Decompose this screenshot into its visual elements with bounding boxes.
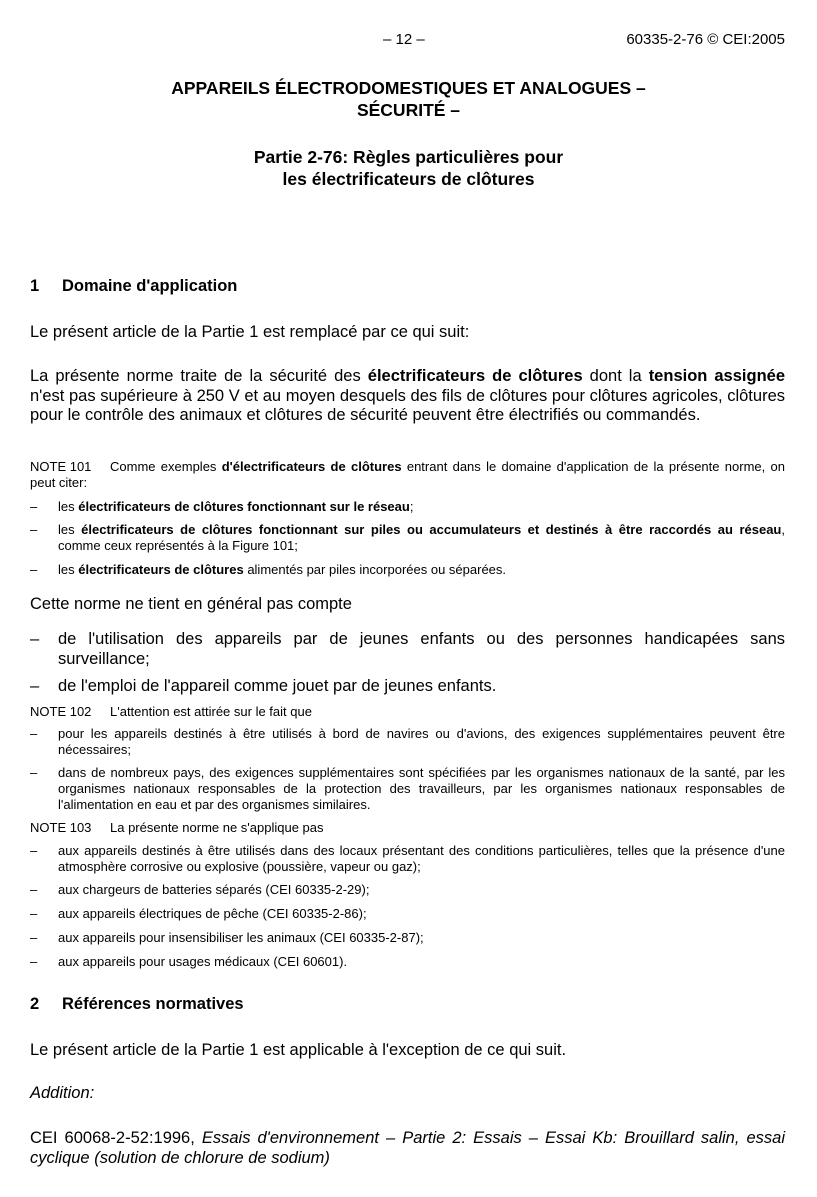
note-list-item [30, 930, 785, 946]
term-fence-energizers: électrificateurs de clôtures [367, 367, 583, 385]
exclusion-item [30, 630, 785, 669]
note-101 [30, 459, 785, 491]
dash-bullet: – [30, 630, 40, 648]
dash-bullet: – [30, 954, 38, 969]
dash-bullet: – [30, 499, 38, 514]
dash-bullet: – [30, 522, 38, 537]
note-list-item [30, 522, 785, 554]
part-title-line: Partie 2-76: Règles particulières pour [253, 147, 564, 167]
exclusion-item [30, 677, 785, 697]
dash-bullet: – [30, 843, 38, 858]
title-line: SÉCURITÉ – [356, 100, 461, 120]
dash-bullet: – [30, 677, 40, 695]
note-list-item [30, 954, 785, 970]
reference-code: CEI 60068-2-52:1996, [30, 1129, 202, 1147]
item-text: alimentés par piles incorporées ou séparées. [243, 562, 507, 577]
section-number: 2 [30, 995, 40, 1013]
item-text: aux appareils destinés à être utilisés dans des locaux présentant des conditions particulières, telles que la présence d'une atmosphère corrosive ou explosive (poussière, vapeur ou gaz); [58, 843, 785, 874]
item-text: de l'emploi de l'appareil comme jouet par de jeunes enfants. [58, 677, 497, 695]
item-text: les [58, 522, 82, 537]
note-list-item [30, 843, 785, 875]
note-text: La présente norme ne s'applique pas [110, 820, 324, 835]
item-text: ; [409, 499, 414, 514]
section-intro: Le présent article de la Partie 1 est applicable à l'exception de ce qui suit. [30, 1041, 567, 1059]
section-heading [30, 277, 237, 296]
item-text: de l'utilisation des appareils par de jeunes enfants ou des personnes handicapées sans surveillance; [58, 630, 785, 668]
section-heading [30, 995, 244, 1014]
dash-bullet: – [30, 906, 38, 921]
note-text: L'attention est attirée sur le fait que [110, 704, 312, 719]
section-intro: Le présent article de la Partie 1 est remplacé par ce qui suit: [30, 323, 470, 341]
item-text: les [58, 499, 79, 514]
normative-reference [30, 1129, 785, 1168]
dash-bullet: – [30, 562, 38, 577]
note-label: NOTE 101 [30, 459, 92, 474]
item-text: pour les appareils destinés à être utilisés à bord de navires ou d'avions, des exigences supplémentaires peuvent être nécessaires; [58, 726, 785, 757]
note-list-item [30, 882, 785, 898]
addition-label [30, 1084, 785, 1104]
dash-bullet: – [30, 930, 38, 945]
addition-text: Addition: [30, 1084, 95, 1102]
term-rated-voltage: tension assignée [648, 367, 786, 385]
item-text: aux appareils électriques de pêche (CEI 60335-2-86); [58, 906, 367, 921]
item-term: électrificateurs de clôtures fonctionnant sur piles ou accumulateurs et destinés à être raccordés au réseau [81, 522, 782, 537]
reference-title: Essais d'environnement – Partie 2: Essais – Essai Kb: Brouillard salin, essai cyclique (solution de chlorure de sodium) [30, 1129, 785, 1167]
scope-text: La présente norme traite de la sécurité des [30, 367, 368, 385]
part-title [0, 146, 817, 190]
item-text: les [58, 562, 79, 577]
section-title: Références normatives [62, 995, 244, 1013]
note-list-item [30, 726, 785, 758]
note-list-item [30, 765, 785, 813]
dash-bullet: – [30, 882, 38, 897]
note-list-item [30, 562, 785, 578]
document-reference: 60335-2-76 © CEI:2005 [626, 31, 785, 48]
page-number: – 12 – [383, 31, 425, 48]
item-text: , comme ceux représentés à la Figure 101; [58, 522, 786, 553]
scope-text: dont la [582, 367, 649, 385]
note-term: d'électrificateurs de clôtures [221, 459, 402, 474]
item-text: aux appareils pour usages médicaux (CEI 60601). [58, 954, 348, 969]
note-103 [30, 820, 785, 836]
scope-text: n'est pas supérieure à 250 V et au moyen desquels des fils de clôtures pour clôtures agricoles, clôtures pour le contrôle des animaux et clôtures de sécurité peuvent être électrifiés ou commandés. [30, 386, 785, 424]
scope-paragraph [30, 367, 785, 426]
note-label: NOTE 102 [30, 704, 92, 719]
note-list-item [30, 906, 785, 922]
exclusions-intro: Cette norme ne tient en général pas compte [30, 595, 352, 613]
note-102 [30, 704, 785, 720]
item-text: dans de nombreux pays, des exigences supplémentaires sont spécifiées par les organismes nationaux de la santé, par les organismes nationaux responsables de la protection des travailleurs, par les organismes nationaux responsables de l'alimentation en eau et par des organismes similaires. [58, 765, 785, 812]
title-line: APPAREILS ÉLECTRODOMESTIQUES ET ANALOGUES – [171, 78, 646, 98]
note-label: NOTE 103 [30, 820, 92, 835]
note-list-item [30, 499, 785, 515]
part-title-line: les électrificateurs de clôtures [282, 169, 535, 189]
dash-bullet: – [30, 765, 38, 780]
note-text: entrant dans le domaine d'application de la présente norme, on peut citer: [30, 459, 785, 490]
standard-title [0, 77, 817, 121]
note-text: Comme exemples [110, 459, 222, 474]
section-number: 1 [30, 277, 40, 295]
item-text: aux chargeurs de batteries séparés (CEI 60335-2-29); [58, 882, 370, 897]
item-text: aux appareils pour insensibiliser les animaux (CEI 60335-2-87); [58, 930, 424, 945]
item-term: électrificateurs de clôtures [78, 562, 244, 577]
section-title: Domaine d'application [62, 277, 238, 295]
dash-bullet: – [30, 726, 38, 741]
item-term: électrificateurs de clôtures fonctionnant sur le réseau [78, 499, 410, 514]
